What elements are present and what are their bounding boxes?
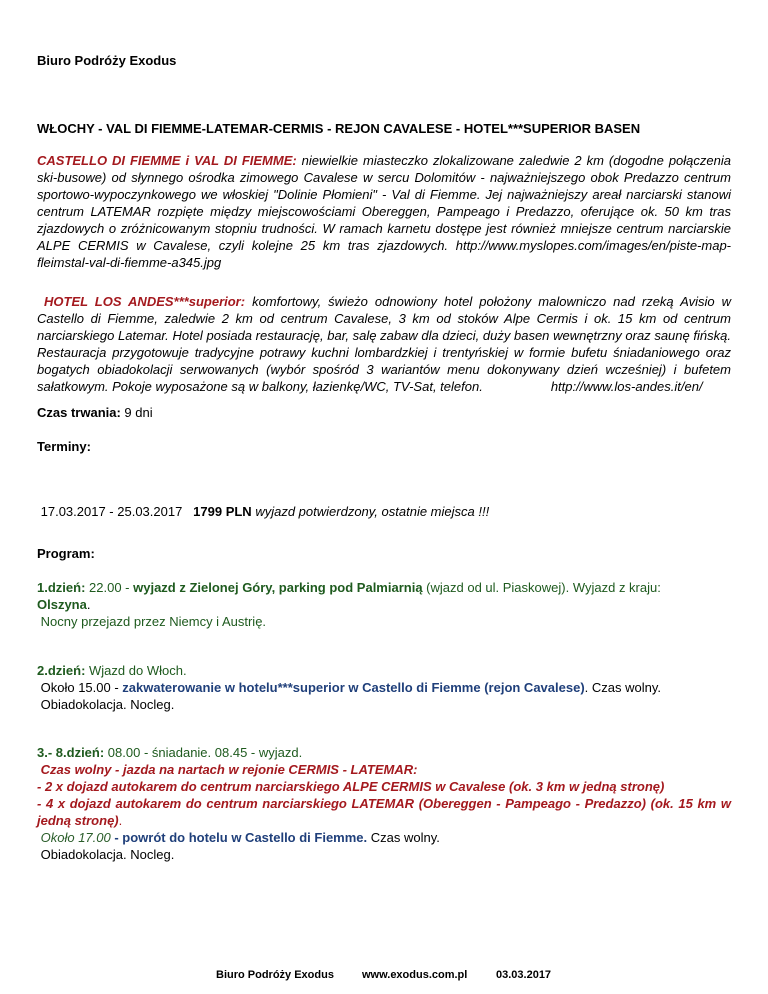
day2-text: Wjazd do Włoch. — [85, 663, 187, 678]
terms-dates: 17.03.2017 - 25.03.2017 — [40, 504, 183, 519]
day3-return-line — [37, 829, 731, 846]
footer-site[interactable]: www.exodus.com.pl — [362, 969, 468, 981]
offer-title: WŁOCHY - VAL DI FIEMME-LATEMAR-CERMIS - REJON CAVALESE - HOTEL***SUPERIOR BASEN — [37, 121, 641, 136]
duration-line — [37, 404, 731, 421]
terms-price: 1799 PLN — [193, 504, 252, 519]
intro-label: CASTELLO DI FIEMME i VAL DI FIEMME: — [37, 153, 297, 168]
day3-return: powrót do hotelu w Castello di Fiemme. — [122, 830, 368, 845]
day2-line3 — [37, 696, 731, 713]
day3-cermis: - 2 x dojazd autokarem do centrum narciarskiego ALPE CERMIS w Cavalese (ok. 3 km w jedną stronę) — [37, 779, 665, 794]
day1-departure: wyjazd z Zielonej Góry, parking pod Palmiarnią — [133, 580, 423, 595]
day2-block — [37, 662, 731, 713]
day3-free: Czas wolny - jazda na nartach w rejonie CERMIS - LATEMAR: — [40, 762, 418, 777]
day3-return-post: Czas wolny. — [367, 830, 440, 845]
day1-transit: Nocny przejazd przez Niemcy i Austrię. — [40, 614, 267, 629]
day3-label: 3.- 8.dzień: — [37, 745, 105, 760]
day2-label: 2.dzień: — [37, 663, 86, 678]
company-header: Biuro Podróży Exodus — [37, 53, 177, 68]
day2-line2 — [37, 679, 731, 696]
day1-rest: (wjazd od ul. Piaskowej). Wyjazd z kraju: — [422, 580, 661, 595]
intro-text: niewielkie miasteczko zlokalizowane zaledwie 2 km (dogodne połączenia ski-busowe) od słynnego ośrodka zimowego Cavalese w sercu Dolomitów - najważniejszego obok Predazzo centrum sportowo-wypoczynkowego we włoskiej "Dolinie Płomieni" - Val di Fiemme. Jej najważniejszy areał narciarski stanowi centrum LATEMAR rozpięte między miejscowościami Obereggen, Pampeago i Predazzo, oferujące ok. 50 km tras zjazdowych o zróżnicowanym stopniu trudności. W ramach karnetu dostępe jest również mniejsze centrum narciarskie ALPE CERMIS w Cavalese, czyli kolejne 25 km tras zjazdowych. http://www.myslopes.com/images/en/piste-map-fleimstal-val-di-fiemme-a345.jpg — [37, 153, 731, 270]
terms-label: Terminy: — [37, 439, 91, 454]
intro-paragraph — [37, 152, 731, 271]
day1-line1 — [37, 579, 731, 596]
duration-label: Czas trwania: — [37, 405, 121, 420]
hotel-url[interactable]: http://www.los-andes.it/en/ — [550, 379, 703, 394]
program-label: Program: — [37, 546, 95, 561]
day2-post: . Czas wolny. — [584, 680, 661, 695]
day1-line2 — [37, 596, 731, 613]
day3-meal: Obiadokolacja. Nocleg. — [40, 847, 175, 862]
hotel-label: HOTEL LOS ANDES***superior: — [44, 294, 246, 309]
day3-last — [37, 846, 731, 863]
hotel-text: komfortowy, świeżo odnowiony hotel położony malowniczo nad rzeką Avisio w Castello di Fiemme, zaledwie 2 km od centrum Cavalese, 3 km od stoków Alpe Cermis i ok. 15 km od centrum narciarskiego Latemar. Hotel posiada restaurację, bar, salę zabaw dla dzieci, duży basen wewnętrzny oraz saunę fińską. Restauracja przygotowuje tradycyjne potrawy kuchni lombardzkiej i trentyńskiej w formie bufetu śniadaniowego oraz bogatych obiadokolacji serwowanych (wybór spośród 3 wariantów menu dokonywany dzień wcześniej) i bufetem sałatkowym. Pokoje wyposażone są w balkony, łazienkę/WC, TV-Sat, telefon. — [37, 294, 731, 394]
day1-dot: . — [86, 597, 91, 612]
day2-time: Około 15.00 - — [40, 680, 123, 695]
day2-checkin: zakwaterowanie w hotelu***superior w Castello di Fiemme (rejon Cavalese) — [122, 680, 585, 695]
day2-line1 — [37, 662, 731, 679]
terms-note: wyjazd potwierdzony, ostatnie miejsca !!! — [255, 504, 490, 519]
day3-text: 08.00 - śniadanie. 08.45 - wyjazd. — [104, 745, 303, 760]
day3-block — [37, 744, 731, 863]
day3-latemar-end: . — [118, 813, 123, 828]
day3-latemar: - 4 x dojazd autokarem do centrum narciarskiego LATEMAR (Obereggen - Pampeago - Predazzo) (ok. 15 km w jedną stronę) — [37, 796, 731, 828]
day2-meal: Obiadokolacja. Nocleg. — [40, 697, 175, 712]
day1-border: Olszyna — [37, 597, 87, 612]
day3-latemar-line — [37, 795, 731, 829]
day1-line3 — [37, 613, 731, 630]
duration-value: 9 dni — [120, 405, 153, 420]
day1-label: 1.dzień: — [37, 580, 86, 595]
day1-time: 22.00 - — [85, 580, 134, 595]
day3-return-time: Około 17.00 — [40, 830, 111, 845]
hotel-paragraph — [37, 293, 731, 395]
day3-line1 — [37, 744, 731, 761]
terms-line — [37, 503, 731, 520]
day3-return-dash: - — [110, 830, 123, 845]
day1-block — [37, 579, 731, 630]
footer-date: 03.03.2017 — [496, 969, 552, 981]
footer-company: Biuro Podróży Exodus — [216, 969, 334, 981]
